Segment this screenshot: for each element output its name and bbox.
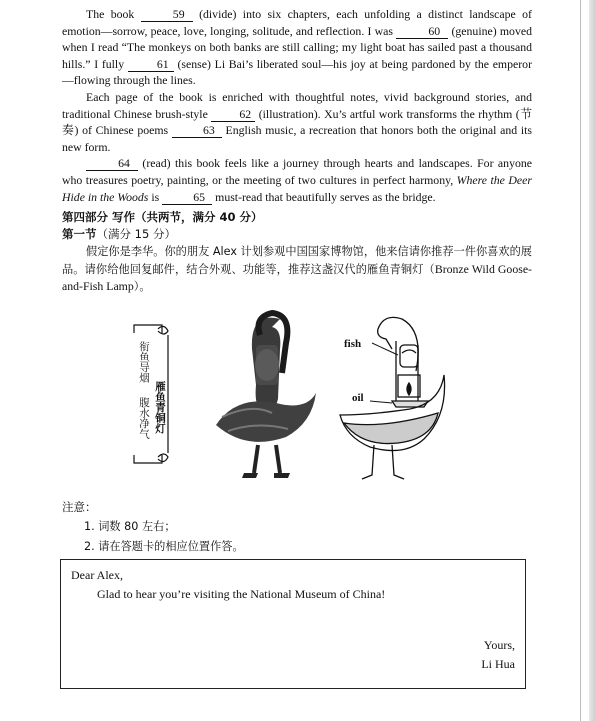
book-title: Where the Deer Hide in the Woods — [62, 172, 532, 204]
lamp-figure — [130, 305, 460, 495]
note-item: 1. 词数 80 左右； — [84, 520, 176, 533]
blank-61[interactable]: 61 — [128, 57, 174, 72]
letter-signature: Li Hua — [481, 657, 515, 671]
blank-62[interactable]: 62 — [211, 107, 255, 122]
text: English music, a recreation that honors both the original and its new form. — [62, 123, 532, 154]
letter-greeting: Dear Alex, — [71, 568, 123, 582]
paragraph-1 — [62, 6, 532, 89]
blank-64[interactable]: 64 — [86, 156, 138, 171]
task-english-name: Bronze Wild Goose-and-Fish Lamp — [62, 261, 532, 294]
paragraph-2 — [62, 89, 532, 155]
section1-score: （满分 15 分） — [96, 227, 176, 242]
document-body — [62, 6, 532, 296]
label-fish: fish — [344, 338, 362, 350]
blank-63[interactable]: 63 — [172, 123, 222, 138]
lamp-illustration — [130, 305, 460, 495]
bronze-lamp-photo — [216, 313, 316, 478]
task-text: ）。 — [133, 280, 151, 294]
text: is — [148, 189, 163, 204]
blank-59[interactable]: 59 — [141, 7, 193, 22]
caption-left-col2: 腹水净气 — [138, 397, 150, 439]
page-edge — [589, 0, 595, 721]
caption-right: 雁鱼青铜灯 — [154, 381, 166, 434]
page-edge-line — [580, 0, 581, 721]
text: (genuine) moved when I read “The monkeys on both banks are still calling; my light boat has sailed past a thousand hills.” I fully — [62, 23, 532, 71]
caption-left-col1: 衔鱼导烟 — [138, 341, 150, 383]
notes-list — [84, 517, 244, 557]
text: Each page of the book is enriched with thoughtful notes, vivid background stories, and traditional Chinese brush-style — [62, 89, 532, 121]
writing-task — [62, 243, 532, 296]
paragraph-3 — [62, 155, 532, 205]
section1-heading — [62, 226, 532, 243]
label-oil: oil — [352, 392, 364, 404]
letter-opening: Glad to hear you’re visiting the National Museum of China! — [97, 587, 386, 601]
notes-title: 注意： — [62, 500, 97, 514]
text: (divide) into six chapters, each unfolding a distinct landscape of emotion—sorrow, peace, love, longing, solitude, and reflection. I was — [62, 7, 532, 38]
letter-closing: Yours, — [483, 638, 515, 652]
text: (illustration). Xu’s artful work transforms the rhythm (节奏) of Chinese poems — [62, 106, 533, 138]
text: must-read that beautifully serves as the bridge. — [212, 189, 436, 204]
part4-title: 第四部分 写作（共两节，满分 40 分） — [62, 210, 263, 225]
blank-65[interactable]: 65 — [162, 190, 212, 205]
section1-label: 第一节 — [62, 227, 97, 242]
text: The book — [86, 7, 141, 21]
text: (read) this book feels like a journey through hearts and landscapes. For anyone who treasures poetry, painting, or the meeting of two cultures in perfect harmony, — [62, 156, 532, 187]
note-item: 2. 请在答题卡的相应位置作答。 — [84, 540, 244, 553]
text: (sense) Li Bai’s liberated soul—his joy at being pardoned by the emperor—flowing through the lines. — [62, 56, 532, 88]
blank-60[interactable]: 60 — [396, 24, 448, 39]
task-text: 假定你是李华。你的朋友 Alex 计划参观中国国家博物馆，他来信请你推荐一件你喜欢的展品。请你给他回复邮件，结合外观、功能等，推荐这盏汉代的雁鱼青铜灯（ — [62, 245, 532, 276]
answer-box[interactable] — [60, 559, 526, 689]
